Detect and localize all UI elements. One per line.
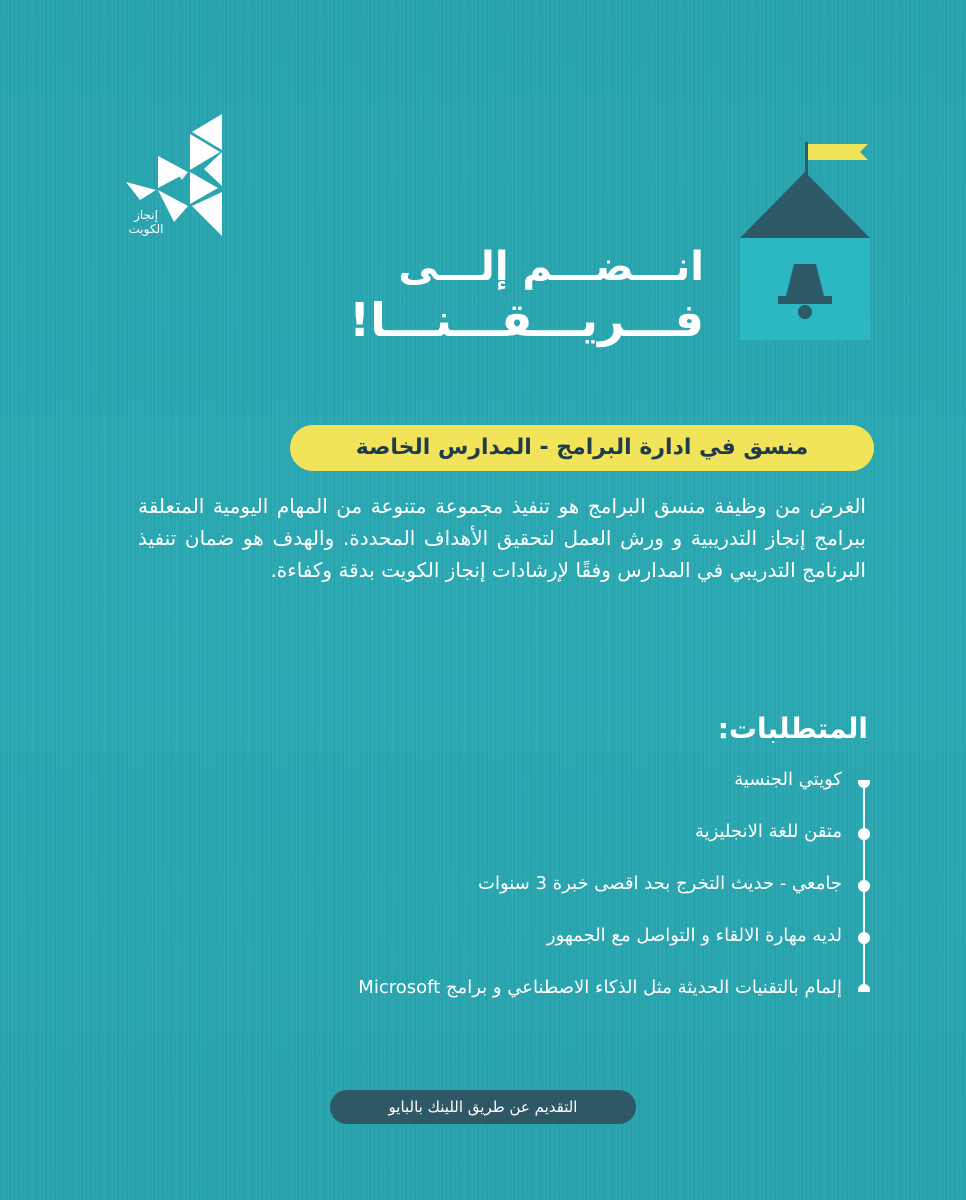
job-description: الغرض من وظيفة منسق البرامج هو تنفيذ مجموعة متنوعة من المهام اليومية المتعلقة ببرامج إنجاز التدريبية و ورش العمل لتحقيق الأهداف المحددة. والهدف هو ضمان تنفيذ البرنامج التدريبي في المدارس وفقًا لإرشادات إنجاز الكويت بدقة وكفاءة. [138, 494, 866, 582]
timeline-dot [858, 932, 870, 944]
requirement-item: إلمام بالتقنيات الحديثة مثل الذكاء الاصطناعي و برامج Microsoft [358, 977, 842, 998]
timeline-dot [858, 828, 870, 840]
apply-via-bio-link: التقديم عن طريق اللينك بالبايو [330, 1090, 636, 1124]
job-title-badge: منسق في ادارة البرامج - المدارس الخاصة [290, 425, 874, 471]
requirement-item: متقن للغة الانجليزية [695, 821, 842, 842]
house-bell-icon [738, 140, 872, 342]
timeline-dot [858, 984, 870, 992]
requirement-item: كويتي الجنسية [734, 769, 842, 790]
timeline-dot [858, 880, 870, 892]
logo-wordmark [118, 208, 174, 236]
headline-line1: انـــضـــم إلـــى [398, 244, 704, 290]
logo-name-line2: الكويت [128, 222, 164, 236]
requirement-item: لديه مهارة الالقاء و التواصل مع الجمهور [546, 925, 842, 946]
headline-line2: فـــريـــقـــنـــا! [349, 293, 704, 347]
requirement-item: جامعي - حديث التخرج بحد اقصى خبرة 3 سنوات [478, 873, 842, 894]
timeline-dot [858, 780, 870, 788]
join-team-headline [284, 244, 704, 348]
injaz-logo [118, 112, 238, 242]
requirements-list [142, 762, 842, 1022]
logo-name-line1: إنجاز [134, 208, 158, 222]
requirements-heading: المتطلبات: [717, 712, 868, 745]
requirements-timeline [857, 780, 871, 992]
